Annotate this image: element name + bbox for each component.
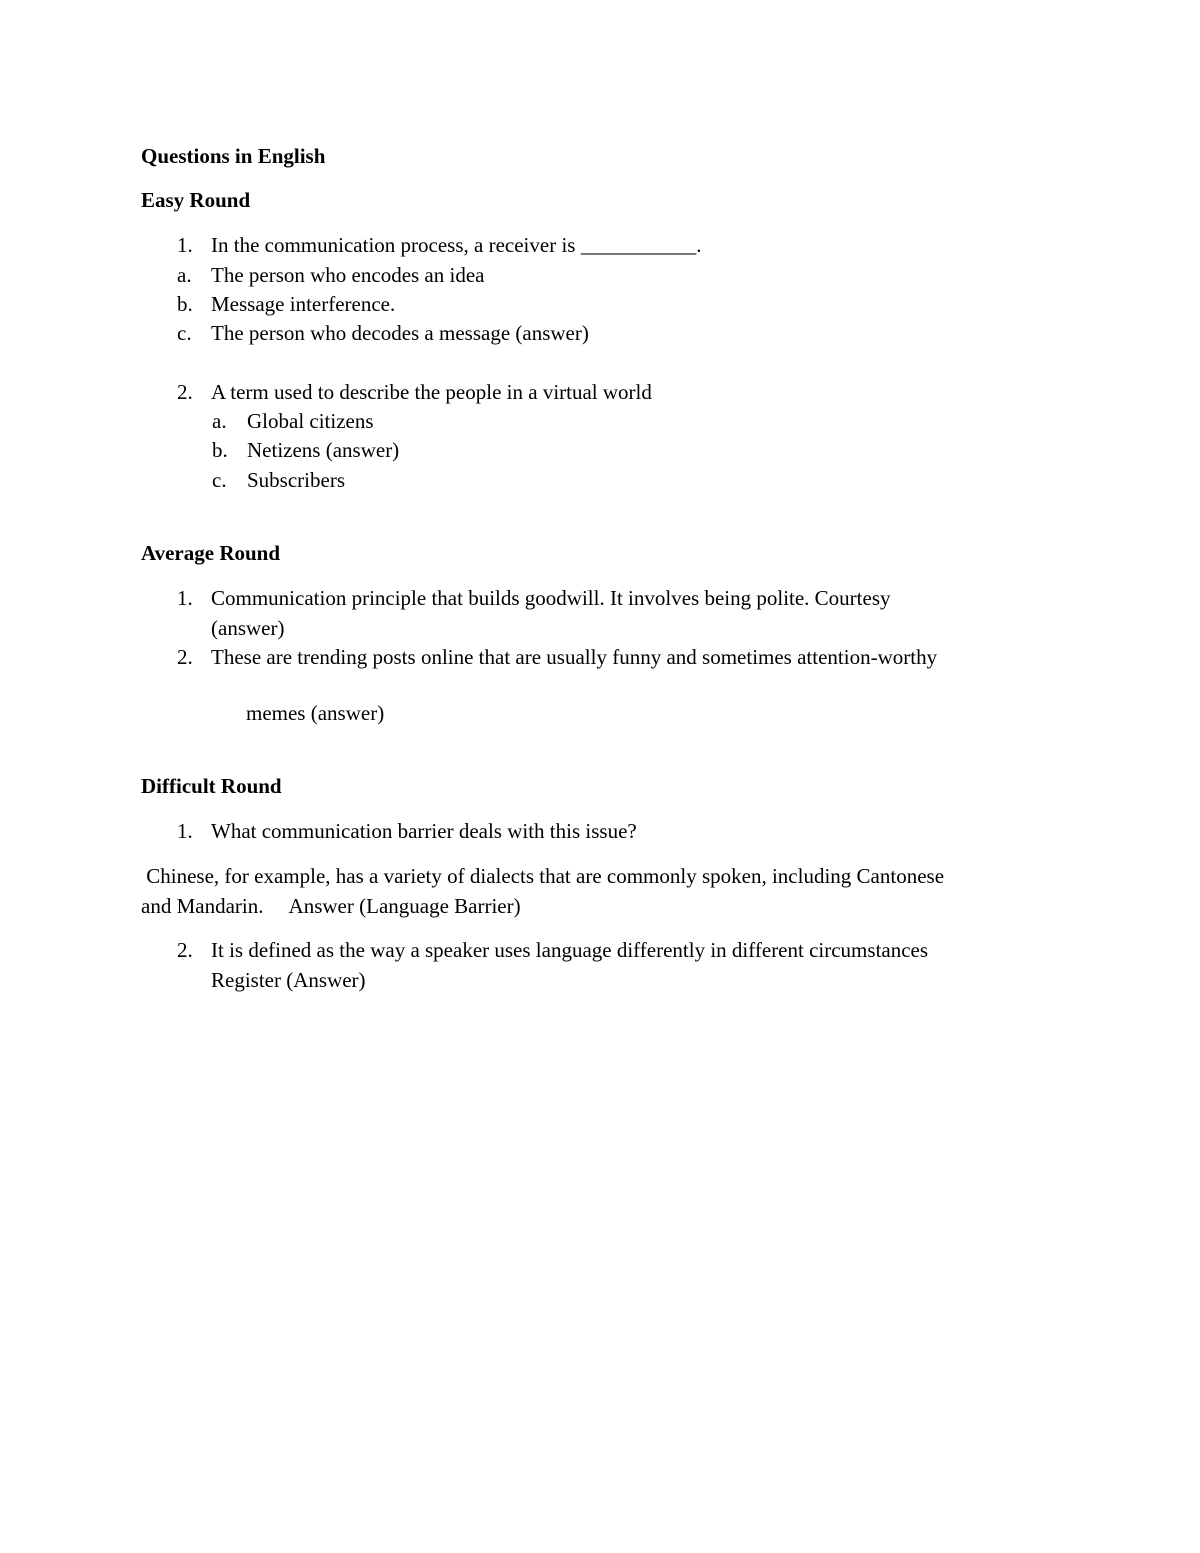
option-text: Subscribers [247,468,345,492]
question-number: 1. [177,233,193,257]
option-text: Netizens (answer) [247,438,400,462]
option-letter: c. [177,321,192,345]
easy-round-heading: Easy Round [141,188,251,212]
question-number: 1. [177,586,193,610]
option-letter: c. [212,468,227,492]
context-paragraph: Chinese, for example, has a variety of dialects that are commonly spoken, including Cantonese [141,864,945,888]
average-round-heading: Average Round [141,541,281,565]
option-text: Message interference. [211,292,396,316]
question-text: These are trending posts online that are usually funny and sometimes attention-worthy [211,645,938,669]
option-text: Global citizens [247,409,374,433]
question-text: A term used to describe the people in a virtual world [211,380,652,404]
question-text: It is defined as the way a speaker uses language differently in different circumstances [211,938,929,962]
question-text: In the communication process, a receiver is ___________. [211,233,702,257]
question-text: Communication principle that builds goodwill. It involves being polite. Courtesy [211,586,891,610]
answer-text: Register (Answer) [211,968,366,992]
option-letter: a. [177,263,192,287]
question-text-continued: (answer) [211,616,285,640]
question-number: 1. [177,819,193,843]
question-number: 2. [177,645,193,669]
option-letter: a. [212,409,227,433]
option-text: The person who encodes an idea [211,263,485,287]
question-number: 2. [177,380,193,404]
option-text: The person who decodes a message (answer) [211,321,589,345]
context-paragraph-continued: and Mandarin. Answer (Language Barrier) [141,894,521,918]
difficult-round-heading: Difficult Round [141,774,282,798]
question-text: What communication barrier deals with this issue? [211,819,637,843]
answer-text: memes (answer) [246,701,385,725]
option-letter: b. [177,292,193,316]
question-number: 2. [177,938,193,962]
document-title: Questions in English [141,144,326,168]
option-letter: b. [212,438,228,462]
